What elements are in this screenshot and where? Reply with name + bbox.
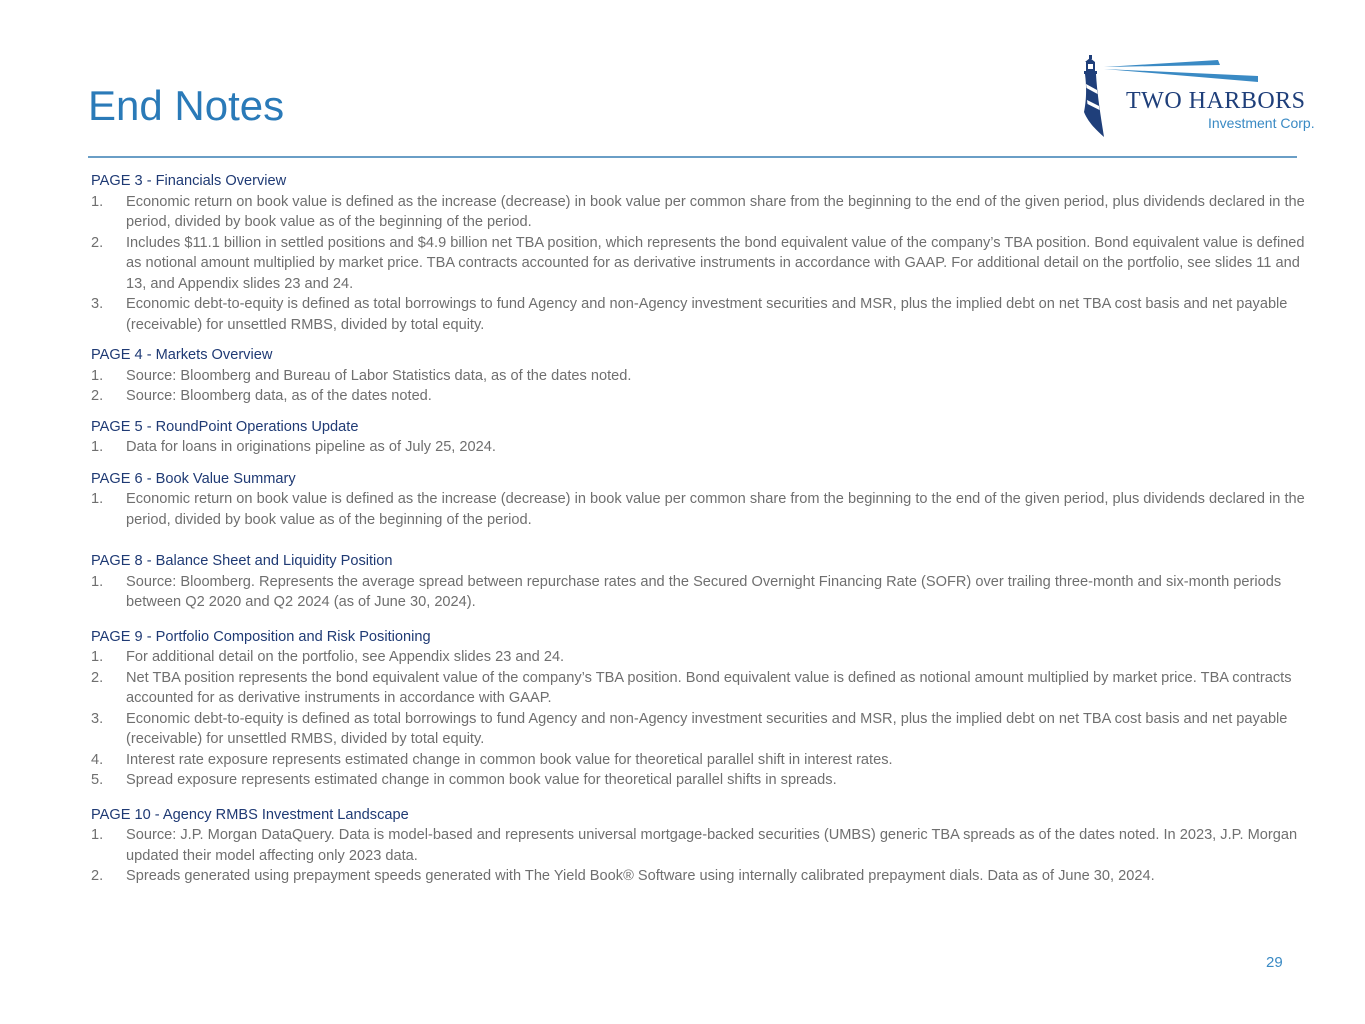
note-number: 1. — [91, 193, 104, 210]
list-item — [91, 233, 1306, 295]
list-item — [91, 572, 1306, 613]
note-text: Source: Bloomberg and Bureau of Labor Statistics data, as of the dates noted. — [126, 367, 632, 384]
note-text: Includes $11.1 billion in settled positions and $4.9 billion net TBA position, which represents the bond equivalent value of the company’s TBA position. Bond equivalent value is defined as notional amount multiplied by market price. TBA contracts accounted for as derivative instruments in accordance with GAAP. For additional detail on the portfolio, see slides 11 and 13, and Appendix slides 23 and 24. — [126, 234, 1305, 292]
note-number: 4. — [91, 751, 104, 768]
note-text: Economic debt-to-equity is defined as total borrowings to fund Agency and non-Agency investment securities and MSR, plus the implied debt on net TBA cost basis and net payable (receivable) for unsettled RMBS, divided by total equity. — [126, 296, 1288, 333]
list-item — [91, 709, 1306, 750]
section-heading: PAGE 10 - Agency RMBS Investment Landscape — [91, 806, 409, 823]
note-list — [91, 192, 1306, 336]
note-text: Net TBA position represents the bond equivalent value of the company’s TBA position. Bond equivalent value is defined as notional amount multiplied by market price. TBA contracts accounted for as derivative instruments in accordance with GAAP. — [126, 669, 1292, 706]
note-number: 1. — [91, 439, 104, 455]
note-text: Economic debt-to-equity is defined as total borrowings to fund Agency and non-Agency investment securities and MSR, plus the implied debt on net TBA cost basis and net payable (receivable) for unsettled RMBS, divided by total equity. — [126, 710, 1288, 747]
section-heading: PAGE 9 - Portfolio Composition and Risk Positioning — [91, 628, 431, 645]
note-text: Interest rate exposure represents estimated change in common book value for theoretical parallel shift in interest rates. — [126, 751, 893, 768]
note-list — [91, 572, 1306, 613]
note-text: Economic return on book value is defined as the increase (decrease) in book value per common share from the beginning to the end of the given period, plus dividends declared in the period, divided by book value as of the beginning of the period. — [126, 491, 1305, 528]
section-heading: PAGE 8 - Balance Sheet and Liquidity Position — [91, 553, 393, 569]
note-text: Source: Bloomberg data, as of the dates noted. — [126, 388, 432, 404]
note-list — [91, 366, 1306, 407]
note-number: 1. — [91, 827, 104, 843]
section-page-4 — [91, 345, 1306, 407]
note-text: Source: Bloomberg. Represents the average spread between repurchase rates and the Secured Overnight Financing Rate (SOFR) over trailing three-month and six-month periods between Q2 2020 and Q2 2024 (as of June 30, 2024). — [126, 573, 1282, 610]
list-item — [91, 294, 1306, 335]
list-item — [91, 489, 1306, 530]
note-text: For additional detail on the portfolio, see Appendix slides 23 and 24. — [126, 649, 565, 665]
list-item — [91, 366, 1306, 387]
page-title: End Notes — [88, 82, 285, 129]
title-divider — [88, 156, 1297, 158]
end-notes-content — [91, 171, 1306, 887]
note-number: 5. — [91, 772, 104, 788]
page-number: 29 — [1266, 954, 1283, 971]
note-number: 1. — [91, 649, 104, 665]
note-number: 1. — [91, 573, 104, 590]
section-page-5 — [91, 417, 1306, 458]
section-heading: PAGE 6 - Book Value Summary — [91, 470, 296, 487]
note-number: 2. — [91, 388, 104, 404]
note-number: 3. — [91, 710, 104, 727]
section-heading: PAGE 3 - Financials Overview — [91, 173, 287, 189]
list-item — [91, 192, 1306, 233]
section-page-9 — [91, 627, 1306, 791]
section-page-3 — [91, 171, 1306, 335]
company-logo — [1078, 52, 1315, 140]
note-text: Data for loans in originations pipeline as of July 25, 2024. — [126, 439, 496, 455]
note-list — [91, 437, 1306, 458]
section-heading: PAGE 5 - RoundPoint Operations Update — [91, 418, 359, 435]
note-text: Economic return on book value is defined as the increase (decrease) in book value per common share from the beginning to the end of the given period, plus dividends declared in the period, divided by book value as of the beginning of the period. — [126, 193, 1305, 230]
note-list — [91, 825, 1306, 887]
note-list — [91, 489, 1306, 530]
logo-subtitle: Investment Corp. — [1208, 115, 1315, 131]
list-item — [91, 437, 1306, 458]
list-item — [91, 866, 1306, 887]
note-text: Source: J.P. Morgan DataQuery. Data is model-based and represents universal mortgage-backed securities (UMBS) generic TBA spreads as of the dates noted. In 2023, J.P. Morgan updated their model affecting only 2023 data. — [126, 827, 1298, 864]
list-item — [91, 825, 1306, 866]
note-text: Spreads generated using prepayment speeds generated with The Yield Book® Software using internally calibrated prepayment dials. Data as of June 30, 2024. — [126, 868, 1155, 884]
note-text: Spread exposure represents estimated change in common book value for theoretical parallel shifts in spreads. — [126, 772, 837, 788]
note-number: 2. — [91, 669, 104, 686]
list-item — [91, 386, 1306, 407]
note-number: 1. — [91, 367, 104, 384]
note-number: 3. — [91, 296, 104, 312]
note-number: 2. — [91, 234, 104, 251]
list-item — [91, 668, 1306, 709]
list-item — [91, 647, 1306, 668]
note-number: 1. — [91, 491, 104, 507]
section-page-6 — [91, 469, 1306, 531]
section-page-8 — [91, 551, 1306, 613]
note-list — [91, 647, 1306, 791]
list-item — [91, 770, 1306, 791]
logo-name: TWO HARBORS — [1126, 88, 1306, 114]
section-heading: PAGE 4 - Markets Overview — [91, 347, 273, 363]
section-page-10 — [91, 805, 1306, 887]
list-item — [91, 750, 1306, 771]
note-number: 2. — [91, 868, 104, 884]
